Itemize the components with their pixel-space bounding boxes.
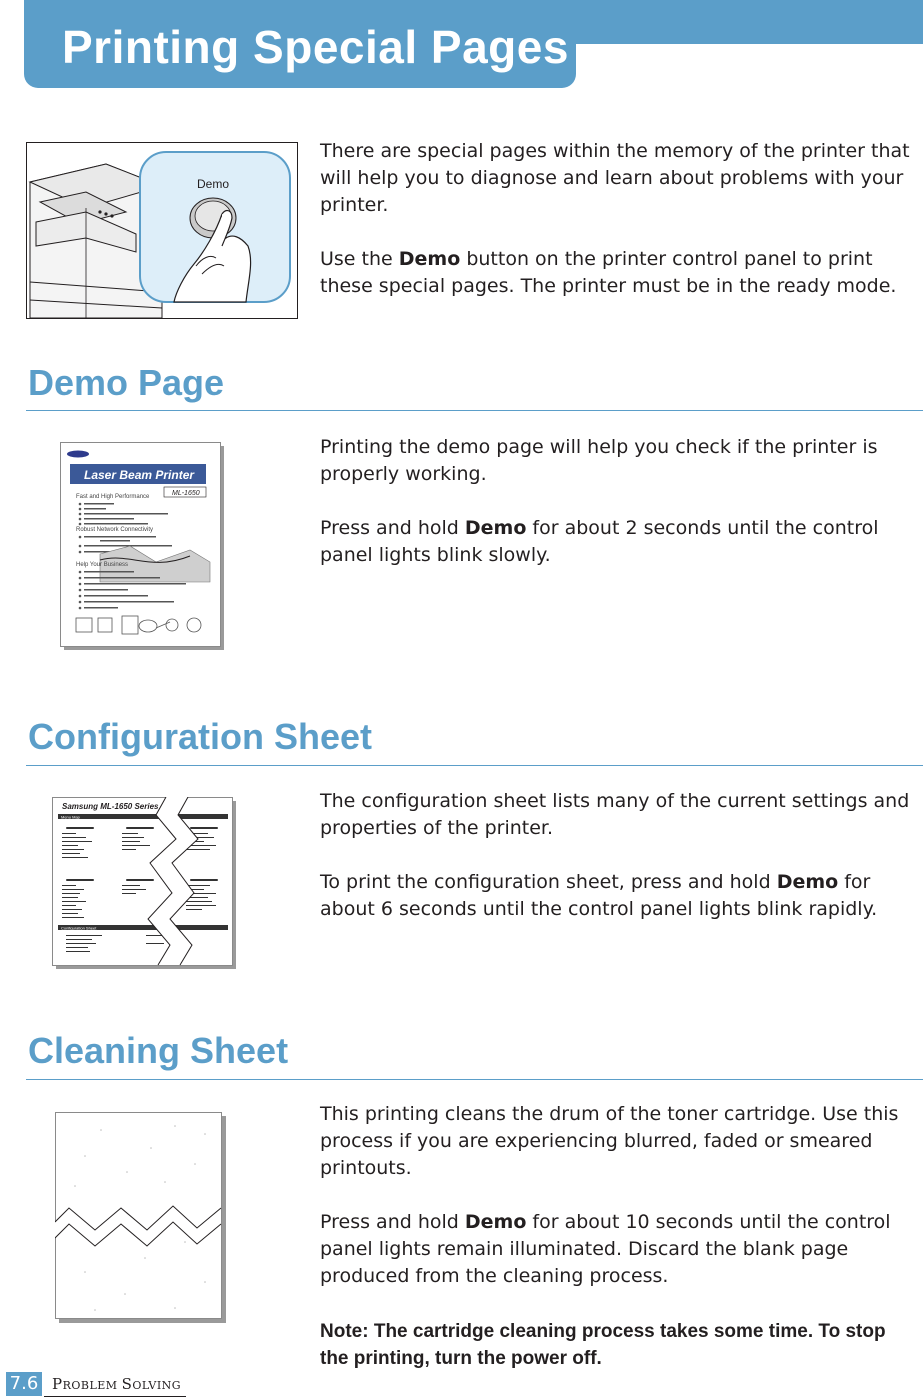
section-title-demo-page: Demo Page — [28, 362, 225, 403]
section-label — [52, 1372, 181, 1398]
section-rule — [26, 765, 923, 766]
section-label-initial: P — [52, 1375, 63, 1393]
thumb-model: ML-1650 — [172, 490, 200, 497]
section-label-rest: ROBLEM — [62, 1379, 122, 1392]
configuration-paragraph-2 — [320, 869, 916, 923]
cleaning-sheet-text — [320, 1101, 916, 1290]
thumb-heading-1: Fast and High Performance — [76, 494, 150, 500]
section-label-rest: OLVING — [132, 1379, 182, 1392]
demo-page-paragraph-2 — [320, 515, 916, 569]
section-title-configuration-sheet: Configuration Sheet — [28, 716, 372, 757]
text-run: for about 2 seconds until the control panel lights blink slowly. — [320, 517, 879, 566]
intro-text — [320, 138, 916, 300]
printer-demo-illustration — [26, 142, 298, 319]
note-label: Note: — [320, 1321, 369, 1342]
text-run: Use the — [320, 248, 399, 270]
page-number: 7.6 — [6, 1372, 42, 1396]
note-emphasis: turn the power off — [435, 1348, 597, 1369]
demo-keyword: Demo — [398, 248, 461, 270]
demo-keyword: Demo — [776, 871, 839, 893]
section-rule — [26, 1079, 923, 1080]
configuration-sheet-svg — [52, 797, 238, 971]
cleaning-paragraph-1: This printing cleans the drum of the toner cartridge. Use this process if you are experiencing blurred, faded or smeared printouts. — [320, 1103, 899, 1179]
text-run: for about 10 seconds until the control panel lights remain illuminated. Discard the blank page produced from the cleaning process. — [320, 1211, 891, 1287]
demo-page-text — [320, 434, 916, 569]
demo-button-caption: Demo — [196, 177, 230, 191]
section-rule — [26, 410, 923, 411]
intro-paragraph-1: There are special pages within the memory of the printer that will help you to diagnose and learn about problems with your printer. — [320, 140, 910, 216]
cleaning-sheet-svg — [55, 1112, 227, 1324]
thumb-bar-2: Configuration Sheet — [61, 925, 97, 931]
demo-page-svg — [60, 442, 226, 652]
text-run: Press and hold — [320, 517, 465, 539]
note-end: . — [596, 1348, 602, 1369]
thumb-heading-2: Robust Network Connectivity — [76, 527, 154, 533]
thumb-banner: Laser Beam Printer — [84, 468, 195, 482]
text-run: To print the configuration sheet, press and hold — [320, 871, 777, 893]
cleaning-note — [320, 1318, 916, 1372]
thumb-bar-1: Menu Map — [61, 814, 80, 820]
configuration-sheet-thumbnail — [52, 797, 238, 971]
printer-illustration-svg — [26, 142, 298, 319]
text-run: button on the printer control panel to print these special pages. The printer must be in the ready mode. — [320, 248, 897, 297]
cleaning-paragraph-2 — [320, 1209, 916, 1290]
page-title: Printing Special Pages — [62, 21, 569, 73]
configuration-paragraph-1: The configuration sheet lists many of the current settings and properties of the printer. — [320, 790, 910, 839]
section-title-cleaning-sheet: Cleaning Sheet — [28, 1030, 289, 1071]
thumb-title: Samsung ML-1650 Series — [62, 802, 159, 811]
configuration-sheet-text — [320, 788, 916, 923]
demo-page-thumbnail — [60, 442, 226, 652]
demo-keyword: Demo — [464, 1211, 527, 1233]
intro-paragraph-2 — [320, 246, 916, 300]
thumb-heading-3: Help Your Business — [76, 562, 129, 568]
demo-page-paragraph-1: Printing the demo page will help you check if the printer is properly working. — [320, 436, 878, 485]
text-run: for about 6 seconds until the control panel lights blink rapidly. — [320, 871, 878, 920]
text-run: Press and hold — [320, 1211, 465, 1233]
header-band — [540, 0, 923, 44]
note-text: The cartridge cleaning process takes some time. To stop the printing, — [320, 1321, 886, 1369]
demo-keyword: Demo — [464, 517, 527, 539]
section-label-initial: S — [121, 1375, 133, 1393]
cleaning-sheet-thumbnail — [55, 1112, 227, 1324]
